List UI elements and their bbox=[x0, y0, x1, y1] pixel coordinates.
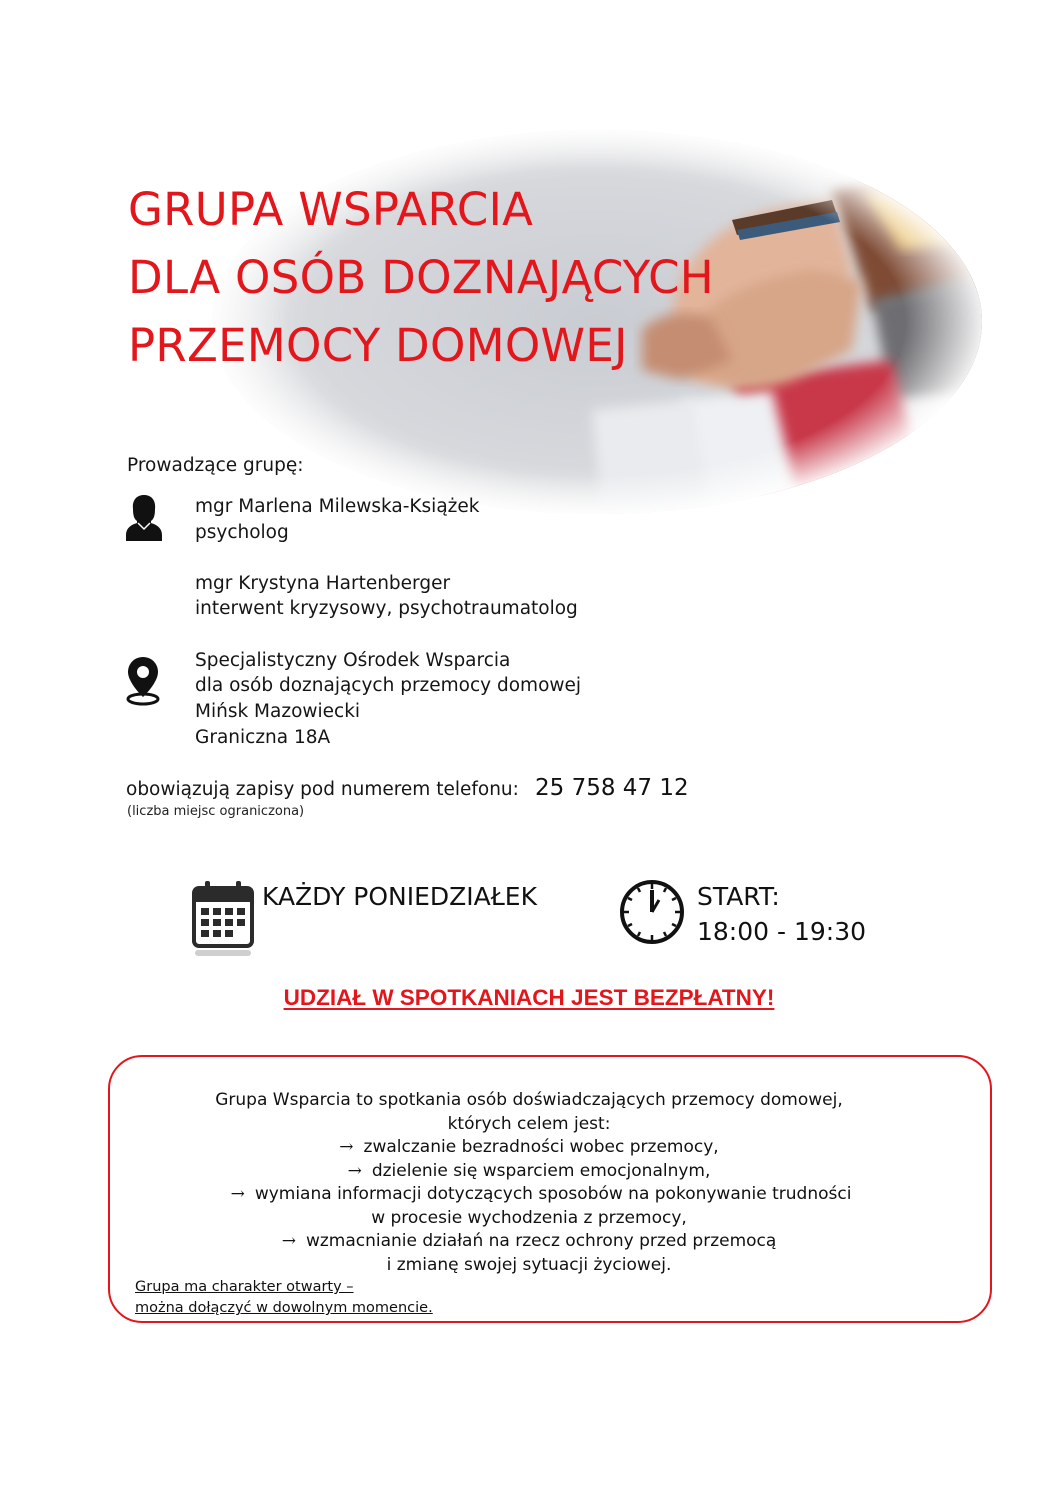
leader-1-role: psycholog bbox=[195, 522, 289, 543]
arrow-right-icon: → bbox=[230, 1184, 245, 1204]
info-goal-4-cont: i zmianę swojej sytuacji życiowej. bbox=[386, 1254, 672, 1275]
schedule-day: KAŻDY PONIEDZIAŁEK bbox=[262, 882, 537, 911]
info-intro-1: Grupa Wsparcia to spotkania osób doświadczających przemocy domowej, bbox=[215, 1090, 843, 1110]
open-group-note-2: można dołączyć w dowolnym momencie. bbox=[135, 1300, 433, 1316]
free-participation-notice: UDZIAŁ W SPOTKANIACH JEST BEZPŁATNY! bbox=[283, 985, 775, 1010]
calendar-icon bbox=[191, 878, 255, 958]
info-goal-4: → wzmacnianie działań na rzecz ochrony przed przemocą bbox=[281, 1231, 777, 1251]
phone-number: 25 758 47 12 bbox=[535, 775, 689, 801]
registration-note: (liczba miejsc ograniczona) bbox=[127, 804, 305, 819]
info-goal-3: → wymiana informacji dotyczących sposobów na pokonywanie trudności bbox=[230, 1184, 852, 1204]
leaders-heading: Prowadzące grupę: bbox=[127, 455, 304, 476]
location-line-2: dla osób doznających przemocy domowej bbox=[195, 675, 582, 696]
location-line-4: Graniczna 18A bbox=[195, 727, 331, 748]
arrow-right-icon: → bbox=[339, 1137, 354, 1157]
info-goal-3-cont: w procesie wychodzenia z przemocy, bbox=[371, 1207, 687, 1228]
arrow-right-icon: → bbox=[347, 1160, 362, 1181]
location-pin-icon bbox=[124, 655, 162, 707]
arrow-right-icon: → bbox=[281, 1231, 296, 1251]
leader-2-role: interwent kryzysowy, psychotraumatolog bbox=[195, 598, 578, 619]
info-intro-2: których celem jest: bbox=[447, 1113, 611, 1134]
leader-2-name: mgr Krystyna Hartenberger bbox=[195, 573, 451, 594]
person-icon bbox=[124, 493, 164, 543]
title-line-3: PRZEMOCY DOMOWEJ bbox=[128, 319, 628, 372]
leader-1-name: mgr Marlena Milewska-Książek bbox=[195, 496, 480, 517]
poster-title bbox=[128, 176, 714, 380]
registration-text: obowiązują zapisy pod numerem telefonu: bbox=[126, 779, 519, 800]
info-goal-1: → zwalczanie bezradności wobec przemocy, bbox=[339, 1137, 719, 1157]
title-line-1: GRUPA WSPARCIA bbox=[128, 183, 534, 236]
start-time: 18:00 - 19:30 bbox=[697, 917, 867, 946]
info-box-text bbox=[0, 1089, 1058, 1277]
title-line-2: DLA OSÓB DOZNAJĄCYCH bbox=[128, 251, 714, 304]
info-goal-2: → dzielenie się wsparciem emocjonalnym, bbox=[347, 1160, 711, 1181]
location-line-3: Mińsk Mazowiecki bbox=[195, 701, 361, 722]
open-group-note-1: Grupa ma charakter otwarty – bbox=[135, 1279, 354, 1295]
clock-icon bbox=[618, 878, 686, 946]
start-label: START: bbox=[697, 882, 780, 911]
location-line-1: Specjalistyczny Ośrodek Wsparcia bbox=[195, 650, 511, 671]
